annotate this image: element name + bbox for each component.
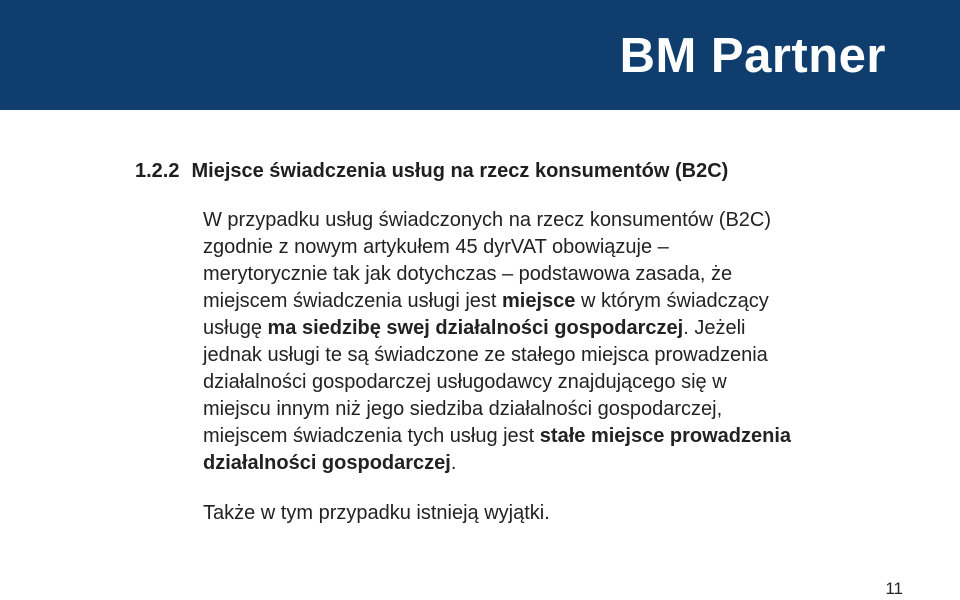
paragraph-line-5-end: . Jeżeli xyxy=(683,317,746,339)
body-paragraph xyxy=(203,207,883,477)
paragraph-line-5 xyxy=(203,315,883,342)
paragraph-line-5-start: usługę xyxy=(203,317,268,339)
section-heading xyxy=(135,158,728,184)
paragraph-line-6: jednak usługi te są świadczone ze stałego miejsca prowadzenia xyxy=(203,344,768,366)
paragraph-line-1: W przypadku usług świadczonych na rzecz konsumentów (B2C) xyxy=(203,209,772,231)
paragraph-line-7: działalności gospodarczej usługodawcy znajdującego się w xyxy=(203,371,727,393)
paragraph-line-4-start: miejscem świadczenia usługi jest xyxy=(203,290,503,312)
paragraph-line-9-bold: stałe miejsce prowadzenia xyxy=(539,425,792,447)
paragraph-line-2: zgodnie z nowym artykułem 45 dyrVAT obowiązuje – xyxy=(203,236,669,258)
brand-title: BM Partner xyxy=(619,29,886,83)
paragraph-line-10-end: . xyxy=(450,452,457,474)
paragraph-line-8: miejscu innym niż jego siedziba działalności gospodarczej, xyxy=(203,398,723,420)
paragraph-line-3: merytorycznie tak jak dotychczas – podstawowa zasada, że xyxy=(203,263,733,285)
paragraph-line-4-bold: miejsce xyxy=(502,290,576,312)
paragraph-line-4-end: w którym świadczący xyxy=(575,290,769,312)
paragraph-line-10-bold: działalności gospodarczej xyxy=(203,452,451,474)
paragraph-line-10 xyxy=(203,450,883,477)
closing-sentence: Także w tym przypadku istnieją wyjątki. xyxy=(203,502,550,524)
paragraph-line-9 xyxy=(203,423,883,450)
page-number: 11 xyxy=(885,579,903,598)
section-title: Miejsce świadczenia usług na rzecz konsumentów (B2C) xyxy=(191,160,729,182)
paragraph-line-9-start: miejscem świadczenia tych usług jest xyxy=(203,425,540,447)
paragraph-line-5-bold: ma siedzibę swej działalności gospodarczej xyxy=(267,317,684,339)
paragraph-line-4 xyxy=(203,288,883,315)
section-number: 1.2.2 xyxy=(135,160,180,182)
header-band xyxy=(0,0,960,110)
